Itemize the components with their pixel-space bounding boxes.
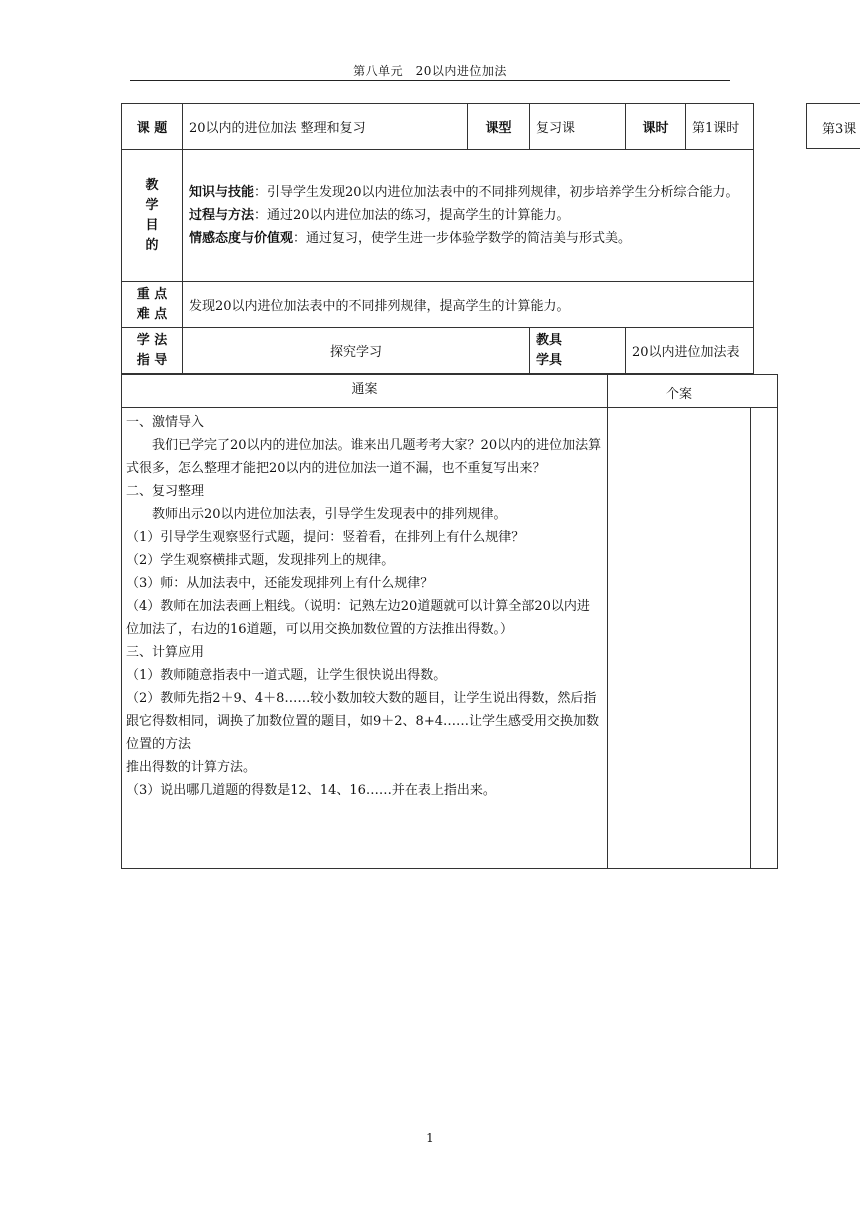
column-divider (607, 375, 608, 868)
content-line: （2）教师先指2＋9、4＋8……较小数加较大数的题目，让学生说出得数，然后指跟它得数相同，调换了加数位置的题目，如9＋2、8+4……让学生感受用交换加数位置的方法 (126, 691, 599, 752)
lesson-plan-table (121, 103, 754, 374)
objective-attitude: 情感态度与价值观：通过复习，使学生进一步体验学数学的简洁美与形式美。 (189, 231, 632, 246)
lesson-process-section (121, 374, 778, 869)
content-line: 我们已学完了20以内的进位加法。谁来出几题考考大家？20以内的进位加法算式很多，怎么整理才能把20以内的进位加法一道不漏，也不重复写出来？ (126, 438, 602, 476)
method-value: 探究学习 (183, 328, 530, 374)
objective-process: 过程与方法：通过20以内进位加法的练习，提高学生的计算能力。 (189, 208, 570, 223)
period-value: 第1课时 (686, 104, 754, 150)
content-line: 三、计算应用 (126, 645, 205, 660)
content-line: 推出得数的计算方法。 (126, 760, 257, 775)
content-line: （3）师：从加法表中，还能发现排列上有什么规律？ (126, 576, 434, 591)
type-label: 课型 (468, 104, 530, 150)
header-divider (122, 407, 777, 408)
topic-value: 20以内的进位加法 整理和复习 (183, 104, 468, 150)
individual-plan-heading: 个案 (665, 387, 692, 402)
right-rule (750, 407, 751, 868)
adjacent-page-fragment: 第3课 (806, 103, 860, 149)
header-rule (130, 80, 730, 81)
method-label: 学 法 指 导 (122, 328, 183, 374)
tools-label: 教具 学具 (530, 328, 626, 374)
objectives-label: 教 学 目 的 (122, 150, 183, 282)
key-points-label: 重 点 难 点 (122, 282, 183, 328)
period-label: 课时 (626, 104, 686, 150)
content-line: （1）教师随意指表中一道式题，让学生很快说出得数。 (126, 668, 447, 683)
content-line: 一、激情导入 (126, 415, 205, 430)
type-value: 复习课 (530, 104, 626, 150)
content-line: （2）学生观察横排式题，发现排列上的规律。 (126, 553, 395, 568)
objective-knowledge: 知识与技能：引导学生发现20以内进位加法表中的不同排列规律，初步培养学生分析综合能力。 (189, 185, 739, 200)
general-plan-content (126, 411, 602, 802)
content-line: （4）教师在加法表画上粗线。（说明：记熟左边20道题就可以计算全部20以内进位加法了，右边的16道题，可以用交换加数位置的方法推出得数。） (126, 599, 590, 637)
content-line: 教师出示20以内进位加法表，引导学生发现表中的排列规律。 (152, 507, 507, 522)
content-line: （1）引导学生观察竖行式题，提问：竖着看，在排列上有什么规律？ (126, 530, 525, 545)
content-line: （3）说出哪几道题的得数是12、14、16……并在表上指出来。 (126, 783, 496, 798)
tools-value: 20以内进位加法表 (626, 328, 754, 374)
page-number: 1 (426, 1131, 434, 1145)
general-plan-heading: 通案 (351, 382, 378, 397)
objectives-content (183, 150, 754, 282)
key-points-value: 发现20以内进位加法表中的不同排列规律，提高学生的计算能力。 (183, 282, 754, 328)
content-line: 二、复习整理 (126, 484, 205, 499)
topic-label: 课 题 (122, 104, 183, 150)
page-header: 第八单元 20以内进位加法 (353, 64, 507, 78)
